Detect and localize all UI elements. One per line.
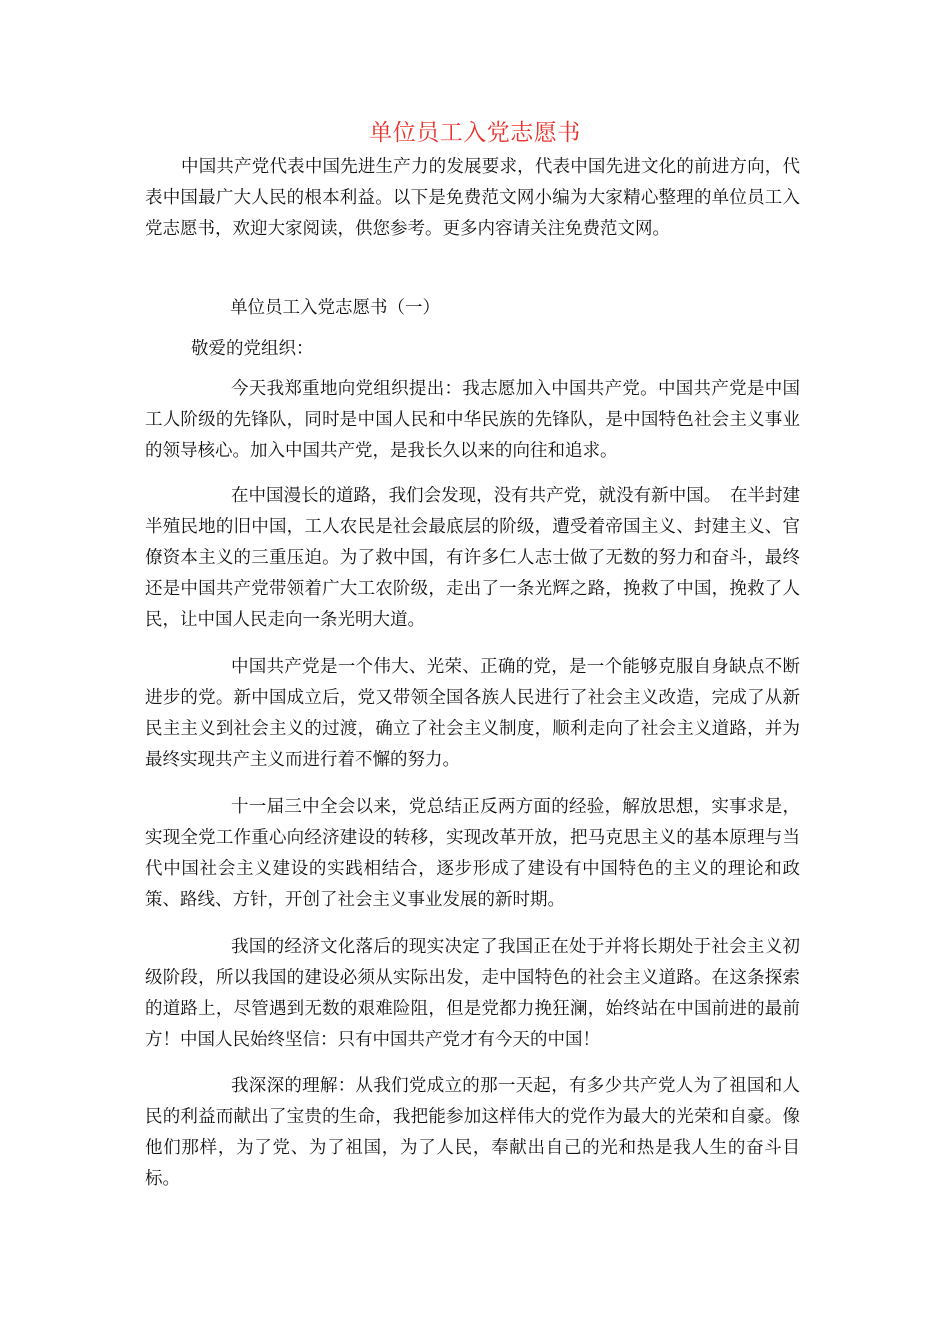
- body-paragraph-6: 我深深的理解：从我们党成立的那一天起，有多少共产党人为了祖国和人民的利益而献出了宝贵的生命，我把能参加这样伟大的党作为最大的光荣和自豪。像他们那样，为了党、为了祖国，为了人民，奉献出自己的光和热是我人生的奋斗目标。: [145, 1076, 800, 1189]
- salutation: 敬爱的党组织：: [191, 339, 314, 359]
- body-paragraph-5: 我国的经济文化落后的现实决定了我国正在处于并将长期处于社会主义初级阶段，所以我国的建设必须从实际出发，走中国特色的社会主义道路。在这条探索的道路上，尽管遇到无数的艰难险阻，但是党都力挽狂澜，始终站在中国前进的最前方！中国人民始终坚信：只有中国共产党才有今天的中国！: [145, 937, 800, 1050]
- document-title: 单位员工入党志愿书: [369, 120, 581, 146]
- intro-paragraph: 中国共产党代表中国先进生产力的发展要求，代表中国先进文化的前进方向，代表中国最广大人民的根本利益。以下是免费范文网小编为大家精心整理的单位员工入党志愿书，欢迎大家阅读，供您参考。更多内容请关注免费范文网。: [145, 157, 800, 239]
- body-paragraph-3: 中国共产党是一个伟大、光荣、正确的党，是一个能够克服自身缺点不断进步的党。新中国成立后，党又带领全国各族人民进行了社会主义改造，完成了从新民主主义到社会主义的过渡，确立了社会主义制度，顺利走向了社会主义道路，并为最终实现共产主义而进行着不懈的努力。: [145, 657, 800, 770]
- body-paragraph-4: 十一届三中全会以来，党总结正反两方面的经验，解放思想，实事求是，实现全党工作重心向经济建设的转移，实现改革开放，把马克思主义的基本原理与当代中国社会主义建设的实践相结合，逐步形成了建设有中国特色的主义的理论和政策、路线、方针，开创了社会主义事业发展的新时期。: [145, 797, 800, 910]
- section-subtitle: 单位员工入党志愿书（一）: [230, 298, 440, 318]
- body-paragraph-2: 在中国漫长的道路，我们会发现，没有共产党，就没有新中国。 在半封建半殖民地的旧中国，工人农民是社会最底层的阶级，遭受着帝国主义、封建主义、官僚资本主义的三重压迫。为了救中国，有许多仁人志士做了无数的努力和奋斗，最终还是中国共产党带领着广大工农阶级，走出了一条光辉之路，挽救了中国，挽救了人民，让中国人民走向一条光明大道。: [145, 486, 800, 630]
- body-paragraph-1: 今天我郑重地向党组织提出：我志愿加入中国共产党。中国共产党是中国工人阶级的先锋队，同时是中国人民和中华民族的先锋队，是中国特色社会主义事业的领导核心。加入中国共产党，是我长久以来的向往和追求。: [145, 379, 800, 461]
